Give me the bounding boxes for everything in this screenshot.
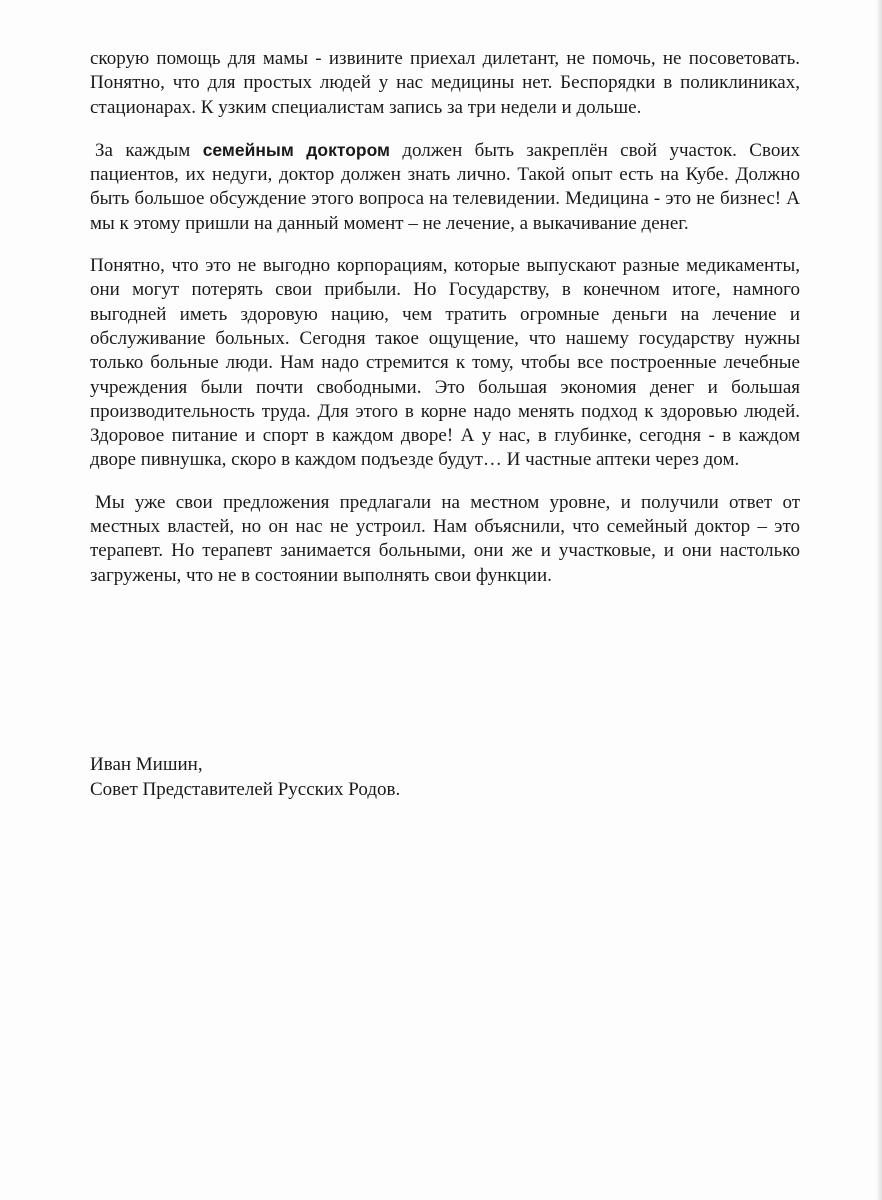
letter-body — [90, 47, 800, 606]
scan-edge-shadow — [876, 0, 882, 1200]
bold-term-family-doctor: семейным доктором — [202, 139, 390, 160]
paragraph-2-rest: должен быть закреплён свой участок. Своих пациентов, их недуги, доктор должен знать лично. Такой опыт есть на Кубе. Должно быть большое обсуждение этого вопроса на телевидении. Медицина - это не бизнес! А мы к этому пришли на данный момент – не лечение, а выкачивание денег. — [90, 139, 800, 234]
signature-organization: Совет Представителей Русских Родов. — [90, 779, 401, 800]
paragraph-1: скорую помощь для мамы - извините приехал дилетант, не помочь, не посоветовать. Понятно, что для простых людей у нас медицины нет. Беспорядки в поликлиниках, стационарах. К узким специалистам запись за три недели и дольше. — [90, 48, 800, 118]
signature-block — [90, 752, 590, 802]
signature-name: Иван Мишин, — [90, 754, 203, 775]
paragraph-4: Мы уже свои предложения предлагали на местном уровне, и получили ответ от местных властей, но он нас не устроил. Нам объяснили, что семейный доктор – это терапевт. Но терапевт занимается больными, они же и участковые, и они настолько загружены, что не в состоянии выполнять свои функции. — [90, 491, 800, 586]
paragraph-2-lead: За каждым — [95, 139, 203, 161]
paragraph-2 — [90, 138, 800, 236]
paragraph-3: Понятно, что это не выгодно корпорациям, которые выпускают разные медикаменты, они могут потерять свои прибыли. Но Государству, в конечном итоге, намного выгодней иметь здоровую нацию, чем тратить огромные деньги на лечение и обслуживание больных. Сегодня такое ощущение, что нашему государству нужны только больные люди. Нам надо стремится к тому, чтобы все построенные лечебные учреждения были почти свободными. Это большая экономия денег и большая производительность труда. Для этого в корне надо менять подход к здоровью людей. Здоровое питание и спорт в каждом дворе! А у нас, в глубинке, сегодня - в каждом дворе пивнушка, скоро в каждом подъезде будут… И частные аптеки через дом. — [90, 255, 800, 471]
